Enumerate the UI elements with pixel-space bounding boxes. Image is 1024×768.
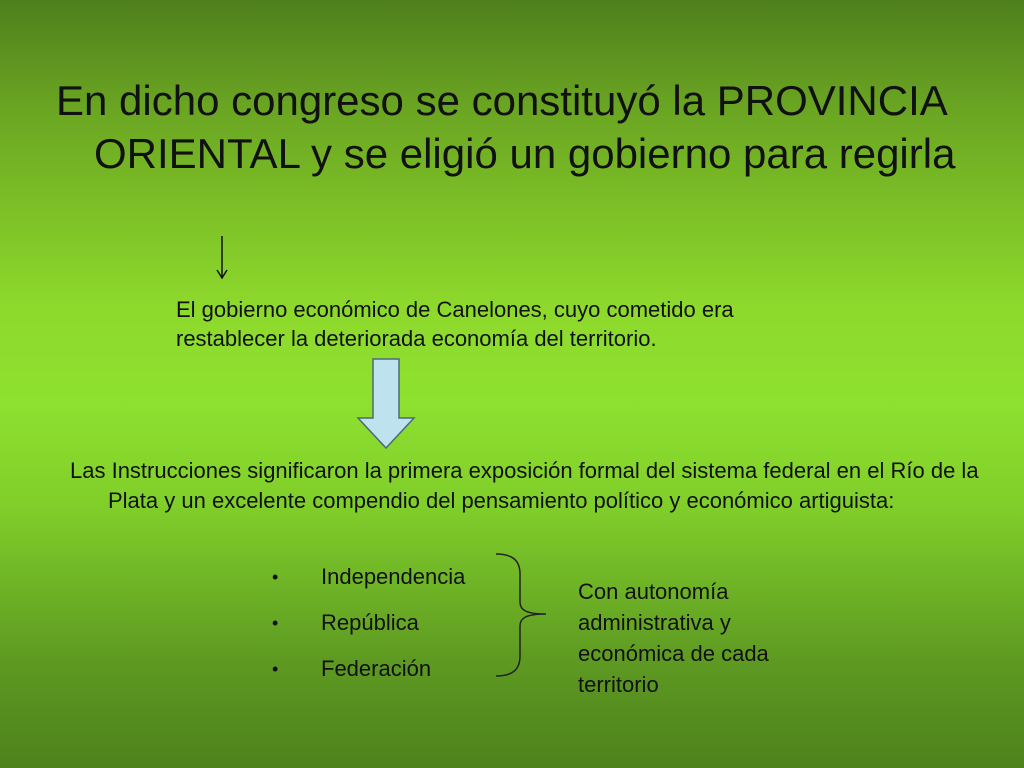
principles-list: [272, 561, 465, 699]
block-down-arrow-icon: [356, 358, 416, 450]
list-item: [272, 653, 465, 699]
slide-title: En dicho congreso se constituyó la PROVINCIA ORIENTAL y se eligió un gobierno para regirla: [56, 77, 956, 177]
list-item-label: Federación: [321, 656, 432, 681]
brace-note: Con autonomía administrativa y económica de cada territorio: [578, 579, 769, 697]
bullet-icon: •: [272, 567, 279, 587]
down-arrow-icon: [212, 236, 232, 280]
government-text: El gobierno económico de Canelones, cuyo cometido era restablecer la deteriorada economía del territorio.: [176, 297, 734, 351]
right-curly-brace-icon: [494, 552, 550, 678]
bullet-icon: •: [272, 613, 279, 633]
bullet-icon: •: [272, 659, 279, 679]
list-item-label: República: [321, 610, 419, 635]
list-item-label: Independencia: [321, 564, 466, 589]
list-item: [272, 607, 465, 653]
instructions-text: Las Instrucciones significaron la primera exposición formal del sistema federal en el Río de la Plata y un excelente compendio del pensamiento político y económico artiguista:: [70, 458, 979, 513]
list-item: [272, 561, 465, 607]
